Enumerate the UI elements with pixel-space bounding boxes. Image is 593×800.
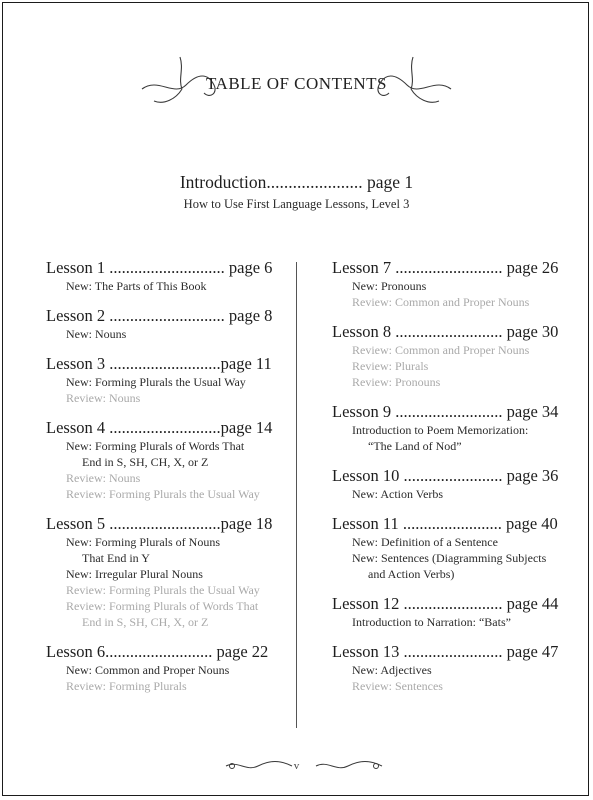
lesson-entry: [46, 306, 286, 342]
review-topic: Review: Sentences: [352, 679, 443, 693]
lesson-title: Lesson 10 ........................ page 36: [332, 466, 559, 485]
review-topic: Review: Forming Plurals of Words That: [66, 599, 259, 613]
lesson-entry: [46, 514, 286, 630]
lesson-title: Lesson 8 .......................... page 30: [332, 322, 559, 341]
review-topic: Review: Common and Proper Nouns: [352, 343, 530, 357]
lesson-topic: and Action Verbs): [368, 567, 455, 581]
heading-row: [0, 55, 593, 115]
left-column: [46, 258, 286, 706]
right-column: [332, 258, 572, 706]
lesson-entry: [332, 258, 572, 310]
lesson-entry: [46, 354, 286, 406]
lesson-topic: New: Forming Plurals the Usual Way: [66, 375, 246, 389]
lesson-entry: [332, 466, 572, 502]
lesson-title: Lesson 12 ........................ page 44: [332, 594, 559, 613]
lesson-title: Lesson 2 ............................ page 8: [46, 306, 273, 325]
lesson-topic: New: Sentences (Diagramming Subjects: [352, 551, 547, 565]
lesson-topic: Introduction to Narration: “Bats”: [352, 615, 511, 629]
lesson-title: Lesson 13 ........................ page 47: [332, 642, 559, 661]
lesson-topic: Introduction to Poem Memorization:: [352, 423, 529, 437]
review-topic: Review: Forming Plurals the Usual Way: [66, 487, 260, 501]
lesson-topic: “The Land of Nod”: [368, 439, 462, 453]
introduction-line: Introduction...................... page 1: [179, 172, 414, 192]
lesson-topic: New: Irregular Plural Nouns: [66, 567, 203, 581]
lesson-topic: New: The Parts of This Book: [66, 279, 207, 293]
review-topic: Review: Common and Proper Nouns: [352, 295, 530, 309]
lesson-title: Lesson 5 ...........................page 18: [46, 514, 273, 533]
lesson-title: Lesson 3 ...........................page 11: [46, 354, 272, 373]
lesson-topic: That End in Y: [82, 551, 150, 565]
lesson-title: Lesson 7 .......................... page 26: [332, 258, 559, 277]
review-topic: Review: Plurals: [352, 359, 429, 373]
introduction-entry: [0, 172, 593, 212]
lesson-entry: [46, 418, 286, 502]
lesson-topic: End in S, SH, CH, X, or Z: [82, 455, 209, 469]
lesson-entry: [46, 642, 286, 694]
review-topic: Review: Forming Plurals: [66, 679, 187, 693]
right-flourish-ornament: [373, 55, 453, 111]
lesson-entry: [332, 514, 572, 582]
lesson-topic: New: Nouns: [66, 327, 127, 341]
lesson-title: Lesson 6.......................... page 22: [46, 642, 269, 661]
lesson-entry: [332, 642, 572, 694]
lesson-title: Lesson 9 .......................... page 34: [332, 402, 559, 421]
lesson-entry: [46, 258, 286, 294]
review-topic: Review: Nouns: [66, 391, 141, 405]
lesson-title: Lesson 1 ............................ page 6: [46, 258, 273, 277]
lesson-topic: New: Action Verbs: [352, 487, 444, 501]
lesson-topic: New: Definition of a Sentence: [352, 535, 498, 549]
lesson-topic: New: Common and Proper Nouns: [66, 663, 230, 677]
review-topic: Review: Pronouns: [352, 375, 441, 389]
introduction-subtitle: How to Use First Language Lessons, Level 3: [183, 197, 410, 211]
lesson-entry: [332, 322, 572, 390]
lesson-title: Lesson 4 ...........................page 14: [46, 418, 273, 437]
bottom-right-ornament: [314, 757, 384, 775]
review-topic: End in S, SH, CH, X, or Z: [82, 615, 209, 629]
lesson-topic: New: Forming Plurals of Words That: [66, 439, 245, 453]
lesson-entry: [332, 594, 572, 630]
lesson-topic: New: Pronouns: [352, 279, 427, 293]
review-topic: Review: Nouns: [66, 471, 141, 485]
lesson-entry: [332, 402, 572, 454]
lesson-title: Lesson 11 ........................ page 40: [332, 514, 558, 533]
lesson-topic: New: Adjectives: [352, 663, 432, 677]
review-topic: Review: Forming Plurals the Usual Way: [66, 583, 260, 597]
lesson-topic: New: Forming Plurals of Nouns: [66, 535, 220, 549]
page-title: TABLE OF CONTENTS: [206, 74, 387, 93]
column-divider: [296, 262, 297, 728]
page-number: v: [293, 760, 300, 772]
